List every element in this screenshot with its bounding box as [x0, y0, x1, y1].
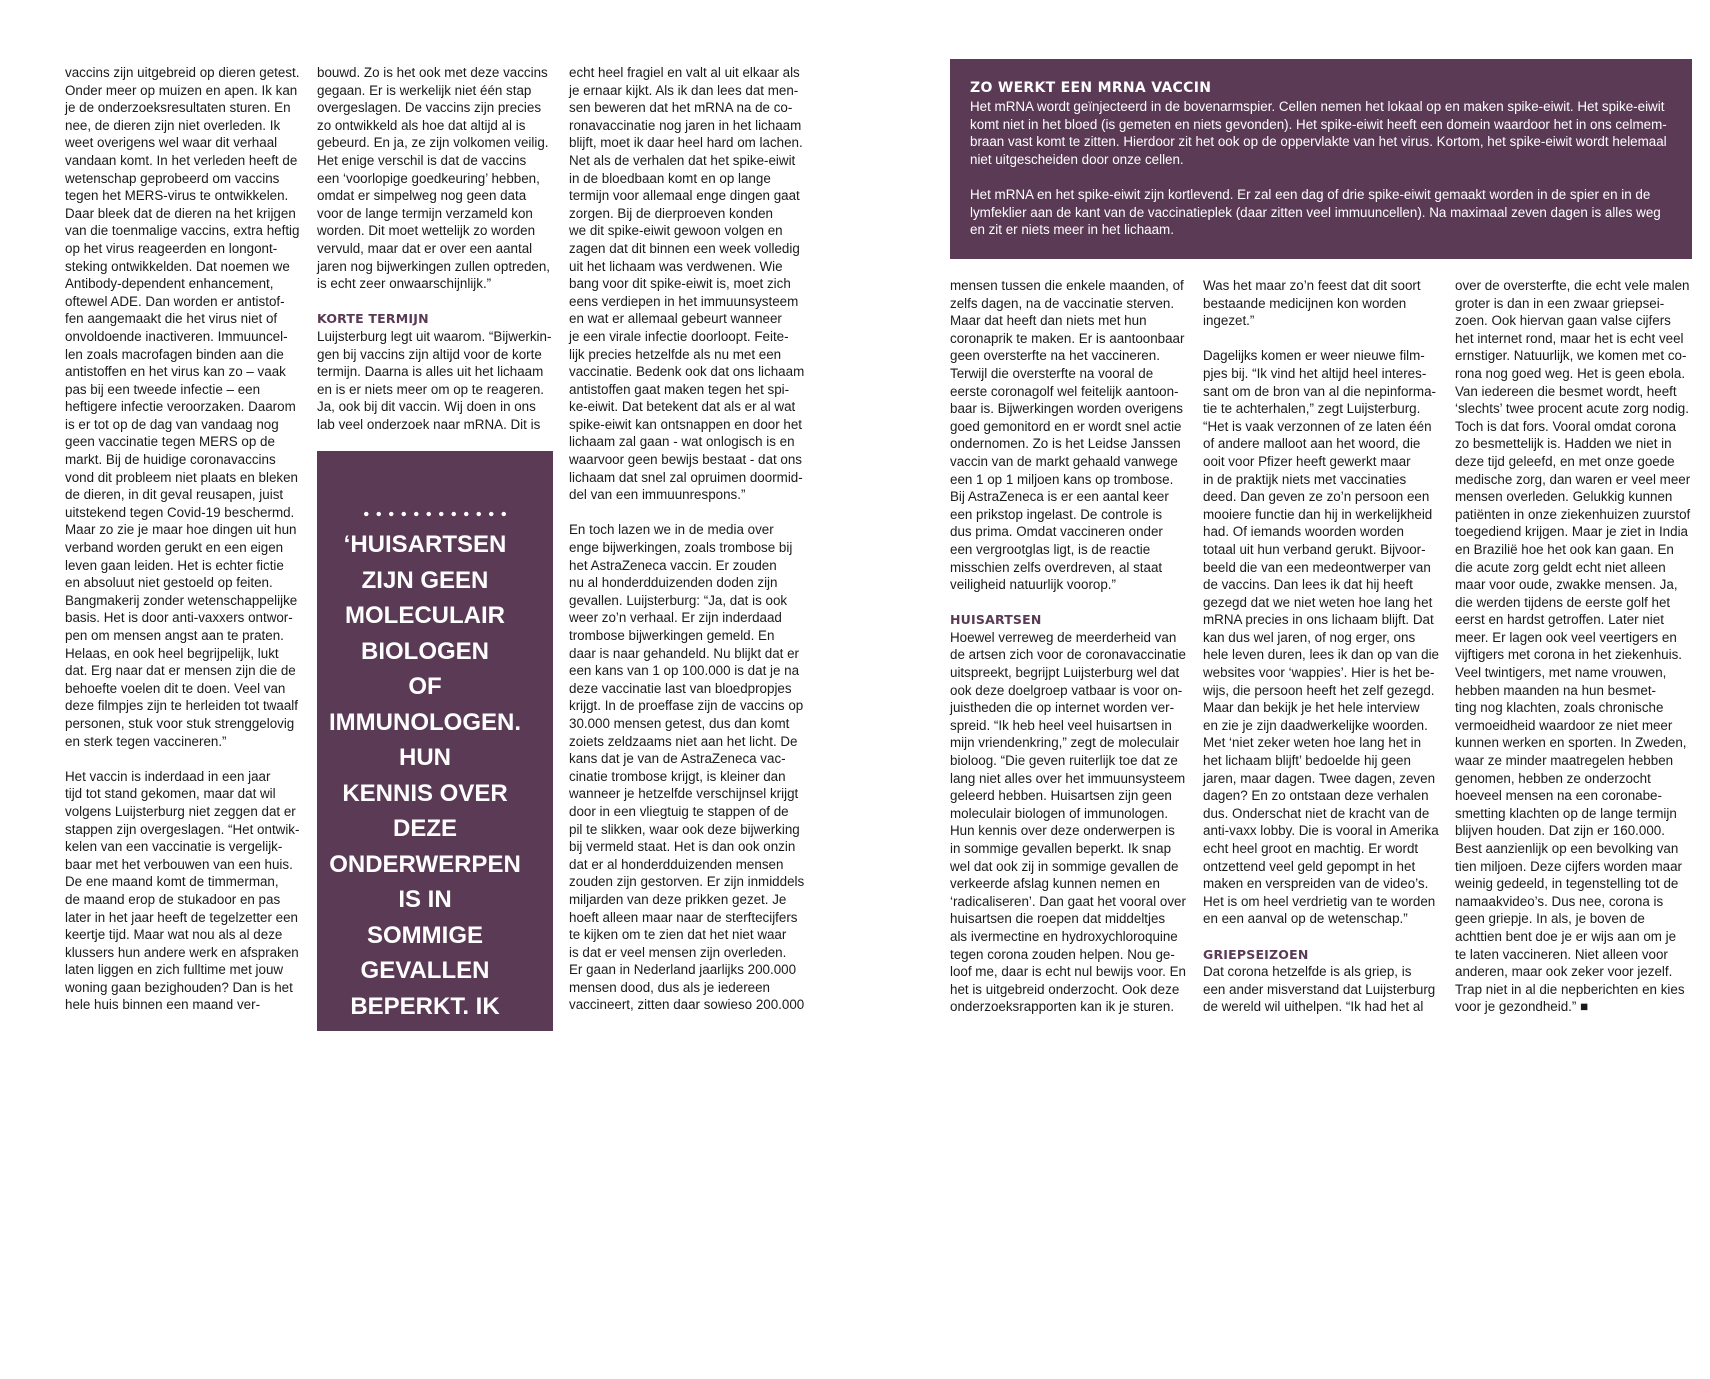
paragraph: bouwd. Zo is het ook met deze vaccins gegaan. Er is werkelijk niet één stap overgeslagen. De vaccins zijn precies zo ontwikkeld als hoe dat altijd al is gebeurd. En ja, ze zijn volkomen veilig. Het enige verschil is dat de vaccins een ‘voorlopige goedkeuring’ hebben, omdat er simpelweg nog geen data voor de lange termijn verzameld kon worden. Dit moet wettelijk zo worden vervuld, maar dat er over een aantal jaren nog bijwerkingen zullen optreden, is echt zeer onwaarschijnlijk.” — [317, 65, 551, 292]
paragraph: vaccins zijn uitgebreid op dieren getest. Onder meer op muizen en apen. Ik kan je de onderzoeksresultaten sturen. En nee, de dieren zijn niet overleden. Ik weet overigens wel waar dit verhaal vandaan komt. In het verleden heeft de wetenschap geprobeerd om vaccins tegen het MERS-virus te ontwikkelen. Daar bleek dat de dieren na het krijgen van die toenmalige vaccins, extra heftig op het virus reageerden en longont- steking ontwikkelden. Dat noemen we Antibody-dependent enhancement, oftewel ADE. Dan worden er antistof- fen aangemaakt die het virus niet of onvoldoende inactiveren. Immuuncel- len zoals macrofagen binden aan die antistoffen en het virus kan zo – vaak pas bij een tweede infectie – een heftigere infectie veroorzaken. Daarom is er tot op de dag van vandaag nog geen vaccinatie tegen MERS op de markt. Bij de huidige coronavaccins vond dit probleem niet plaats en bleken de dieren, in dit geval reusapen, juist uitstekend tegen Covid-19 beschermd. Maar zo zie je maar hoe dingen uit hun verband worden gerukt en een eigen leven gaan leiden. Het is echter fictie en absoluut niet gestoeld op feiten. Bangmakerij zonder wetenschappelijke basis. Het is door anti-vaxxers ontwor- pen om mensen angst aan te praten. Helaas, en ook heel begrijpelijk, lukt dat. Erg naar dat er mensen zijn die de behoefte voelen dit te doen. Veel van deze filmpjes zijn te herleiden tot twaalf personen, stuk voor stuk strenggelovig en sterk tegen vaccineren.” — [65, 65, 300, 749]
paragraph: echt heel fragiel en valt al uit elkaar als je ernaar kijkt. Als ik dan lees dat men- sen beweren dat het mRNA na de co- ronavaccinatie nog jaren in het lichaam blijft, moet ik daar heel hard om lachen. Net als de verhalen dat het spike-eiwit in de bloedbaan komt en op lange termijn voor allemaal enge dingen gaat zorgen. Bij de dierproeven konden we dit spike-eiwit gewoon volgen en zagen dat dit binnen een week volledig uit het lichaam was verdwenen. Wie bang voor dit spike-eiwit is, moet zich eens verdiepen in het immuunsysteem en wat er allemaal gebeurt wanneer je een virale infectie doorloopt. Feite- lijk precies hetzelfde als nu met een vaccinatie. Bedenk ook dat ons lichaam antistoffen gaat maken tegen het spi- ke-eiwit. Dat betekent dat als er al wat spike-eiwit kan ontsnappen en door het lichaam zal gaan - wat onlogisch is en waarvoor geen bewijs bestaat - dat ons lichaam dat snel zal opruimen doormid- del van een immuunrespons.” — [569, 65, 805, 503]
info-box-paragraph: Het mRNA en het spike-eiwit zijn kortlevend. Er zal een dag of drie spike-eiwit gemaakt worden in de spier en in de lymfeklier aan de kant van de vaccinatieplek (daar zitten veel immuuncellen). Na maximaal zeven dagen is alles weg en zit er niets meer in het lichaam. — [970, 186, 1661, 238]
paragraph: Dagelijks komen er weer nieuwe film- pjes bij. “Ik vind het altijd heel interes- sant om de bron van al die nepinforma- tie te achterhalen,” zegt Luijsterburg. “Het is vaak verzonnen of ze laten één of andere malloot aan het woord, die ooit voor Pfizer heeft gewerkt maar in de praktijk niets met vaccinaties deed. Dan geven ze zo’n persoon een mooiere functie dan hij in werkelijkheid had. Of iemands woorden worden totaal uit hun verband gerukt. Bijvoor- beeld die van een medeontwerper van de vaccins. Dan lees ik dat hij heeft gezegd dat we niet weten hoe lang het mRNA precies in ons lichaam blijft. Dat kan dus wel jaren, of nog erger, ons hele leven duren, lees ik dan op van die websites voor ‘wappies’. Hier is het be- wijs, die persoon heeft het zelf gezegd. Maar dan bekijk je het hele interview en zie je zijn daadwerkelijke woorden. Met ‘niet zeker weten hoe lang het in het lichaam blijft’ bedoelde hij geen jaren, maar dagen. Twee dagen, zeven dagen? En zo ontstaan deze verhalen dus. Onderschat niet de kracht van de anti-vaxx lobby. Die is vooral in Amerika echt heel groot en machtig. Er wordt ontzettend veel geld gepompt in het maken en verspreiden van de video’s. Het is om heel verdrietig van te worden en een aanval op de wetenschap.” — [1203, 348, 1439, 927]
paragraph: Hoewel verreweg de meerderheid van de artsen zich voor de coronavaccinatie uitspreekt, begrijpt Luijsterburg wel dat ook deze doelgroep vatbaar is voor on- juistheden die op internet worden ver- spreid. “Ik heb heel veel huisartsen in mijn vriendenkring,” zegt de moleculair bioloog. “Die geven ruiterlijk toe dat ze lang niet alles over het immuunsysteem geleerd hebben. Huisartsen zijn geen moleculair biologen of immunologen. Hun kennis over deze onderwerpen is in sommige gevallen beperkt. Ik snap wel dat ook zij in sommige gevallen de verkeerde afslag kunnen nemen en ‘radicaliseren’. Dan gaat het vooral over huisartsen die roepen dat middeltjes als ivermectine en hydroxychloroquine tegen corona zouden helpen. Nou ge- loof me, daar is echt nul bewijs voor. En het is uitgebreid onderzocht. Ook deze onderzoeksrapporten kan ik je sturen. — [950, 629, 1186, 1015]
paragraph: Dat corona hetzelfde is als griep, is een ander misverstand dat Luijsterburg de wereld wil uithelpen. “Ik had het al — [1203, 964, 1436, 1015]
article-column-1 — [65, 64, 305, 1014]
article-column-3 — [569, 64, 814, 1014]
info-box — [950, 59, 1692, 259]
section-heading: KORTE TERMIJN — [317, 311, 429, 327]
section-heading: GRIEPSEIZOEN — [1203, 946, 1309, 962]
article-column-5 — [1203, 277, 1445, 1016]
section-heading: HUISARTSEN — [950, 612, 1042, 628]
paragraph: Was het maar zo’n feest dat dit soort bestaande medicijnen kon worden ingezet.” — [1203, 278, 1421, 329]
paragraph: mensen tussen die enkele maanden, of zelfs dagen, na de vaccinatie sterven. Maar dat heeft dan niets met hun coronaprik te maken. Er is aantoonbaar geen oversterfte na het vaccineren. Terwijl die oversterfte na vooral de eerste coronagolf wel feitelijk aantoon- baar is. Bijwerkingen worden overigens goed gemonitord en er wordt snel actie ondernomen. Zo is het Leidse Janssen vaccin van de markt gehaald vanwege een 1 op 1 miljoen kans op trombose. Bij AstraZeneca is er een aantal keer een prikstop ingelast. De controle is dus prima. Omdat vaccineren onder een vergrootglas ligt, is de reactie misschien zelfs overdreven, al staat veiligheid natuurlijk voorop.” — [950, 278, 1185, 593]
article-column-6 — [1455, 277, 1705, 1016]
article-column-4 — [950, 277, 1192, 1016]
info-box-paragraph: Het mRNA wordt geïnjecteerd in de bovenarmspier. Cellen nemen het lokaal op en maken spike-eiwit. Het spike-eiwit komt niet in het bloed (is gemeten en niets gevonden). Het spike-eiwit heeft een domein waardoor het in ons celmem- braan vast komt te zitten. Hierdoor zit het ook op de oppervlakte van het virus. Kortom, het spike-eiwit wordt helemaal niet uitgescheiden door onze cellen. — [970, 99, 1667, 167]
article-column-2 — [317, 64, 557, 433]
info-box-title: ZO WERKT EEN MRNA VACCIN — [970, 80, 1212, 96]
dotted-divider — [360, 510, 510, 518]
paragraph: Het vaccin is inderdaad in een jaar tijd tot stand gekomen, maar dat wil volgens Luijsterburg niet zeggen dat er stappen zijn overgeslagen. “Het ontwik- kelen van een vaccinatie is vergelijk- baar met het verbouwen van een huis. De ene maand komt de timmerman, de maand erop de stukadoor en pas later in het jaar heeft de tegelzetter een keertje tijd. Maar wat nou als al deze klussers hun andere werk en afspraken laten liggen en zich fulltime met jouw woning gaan bezighouden? Dan is het hele huis binnen een maand ver- — [65, 768, 300, 1013]
pull-quote-text: ‘HUISARTSEN ZIJN GEEN MOLECULAIR BIOLOGEN OF IMMUNOLOGEN. HUN KENNIS OVER DEZE ONDERWERPEN IS IN SOMMIGE GEVALLEN BEPERKT. IK SNAP WEL DAT OOK ZIJ IN SOMMIGE GEVALLEN DE VERKEERDE AFSLAG KUNNEN NEMEN EN ‘RADICALISEREN’.’ — [317, 531, 542, 1375]
paragraph: Luijsterburg legt uit waarom. “Bijwerkin- gen bij vaccins zijn altijd voor de korte termijn. Daarna is alles uit het lichaam en is er niets meer om op te reageren. Ja, ook bij dit vaccin. Wij doen in ons lab veel onderzoek naar mRNA. Dit is — [317, 328, 552, 432]
paragraph: En toch lazen we in de media over enge bijwerkingen, zoals trombose bij het AstraZeneca vaccin. Er zouden nu al honderdduizenden doden zijn gevallen. Luijsterburg: “Ja, dat is ook weer zo’n verhaal. Er zijn inderdaad trombose bijwerkingen gemeld. En daar is naar gehandeld. Nu blijkt dat er een kans van 1 op 100.000 is dat je na deze vaccinatie last van bloedpropjes krijgt. In de proeffase zijn de vaccins op 30.000 mensen getest, dus dan komt zoiets zeldzaams niet aan het licht. De kans dat je van de AstraZeneca vac- cinatie trombose krijgt, is kleiner dan wanneer je hetzelfde verschijnsel krijgt door in een vliegtuig te stappen of de pil te slikken, waar ook deze bijwerking bij vermeld staat. Het is dan ook onzin dat er al honderdduizenden mensen zouden zijn gestorven. Er zijn inmiddels miljarden van deze prikken gezet. Je hoeft alleen maar naar de sterftecijfers te kijken om te zien dat het niet waar is dat er veel mensen zijn overleden. Er gaan in Nederland jaarlijks 200.000 mensen dood, dus als je iedereen vaccineert, zitten daar sowieso 200.000 — [569, 522, 805, 1013]
paragraph: over de oversterfte, die echt vele malen groter is dan in een zwaar griepsei- zoen. Ook hiervan gaan valse cijfers het internet rond, maar het is echt veel ernstiger. Natuurlijk, we komen met co- rona nog goed weg. Het is geen ebola. Van iedereen die besmet wordt, heeft ‘slechts’ twee procent acute zorg nodig. Toch is dat fors. Vooral omdat corona zo besmettelijk is. Hadden we niet in deze tijd geleefd, en met onze goede medische zorg, dan waren er veel meer mensen overleden. Gelukkig kunnen patiënten in onze ziekenhuizen zuurstof toegediend krijgen. Maar je ziet in India en Brazilië hoe het ook kan gaan. En die acute zorg geldt echt niet alleen maar voor oude, zwakke mensen. Ja, die werden tijdens de eerste golf het eerst en hardst getroffen. Later niet meer. Er lagen ook veel veertigers en vijftigers met corona in het ziekenhuis. Veel twintigers, met name vrouwen, hebben maanden na hun besmet- ting nog klachten, zoals chronische vermoeidheid waardoor ze niet meer kunnen werken en sporten. In Zweden, waar ze minder maatregelen hebben genomen, hebben ze onderzocht hoeveel mensen na een coronabe- smetting klachten op de lange termijn blijven houden. Dat zijn er 160.000. Best aanzienlijk op een bevolking van tien miljoen. Deze cijfers worden maar weinig gedeeld, in tegenstelling tot de namaakvideo’s. Dus nee, corona is geen griepje. In als, je boven de achttien bent doe je er wijs aan om je te laten vaccineren. Niet alleen voor anderen, maar ook zeker voor jezelf. Trap niet in al die nepberichten en kies voor je gezondheid.” ■ — [1455, 278, 1691, 1015]
pull-quote — [317, 451, 553, 1375]
